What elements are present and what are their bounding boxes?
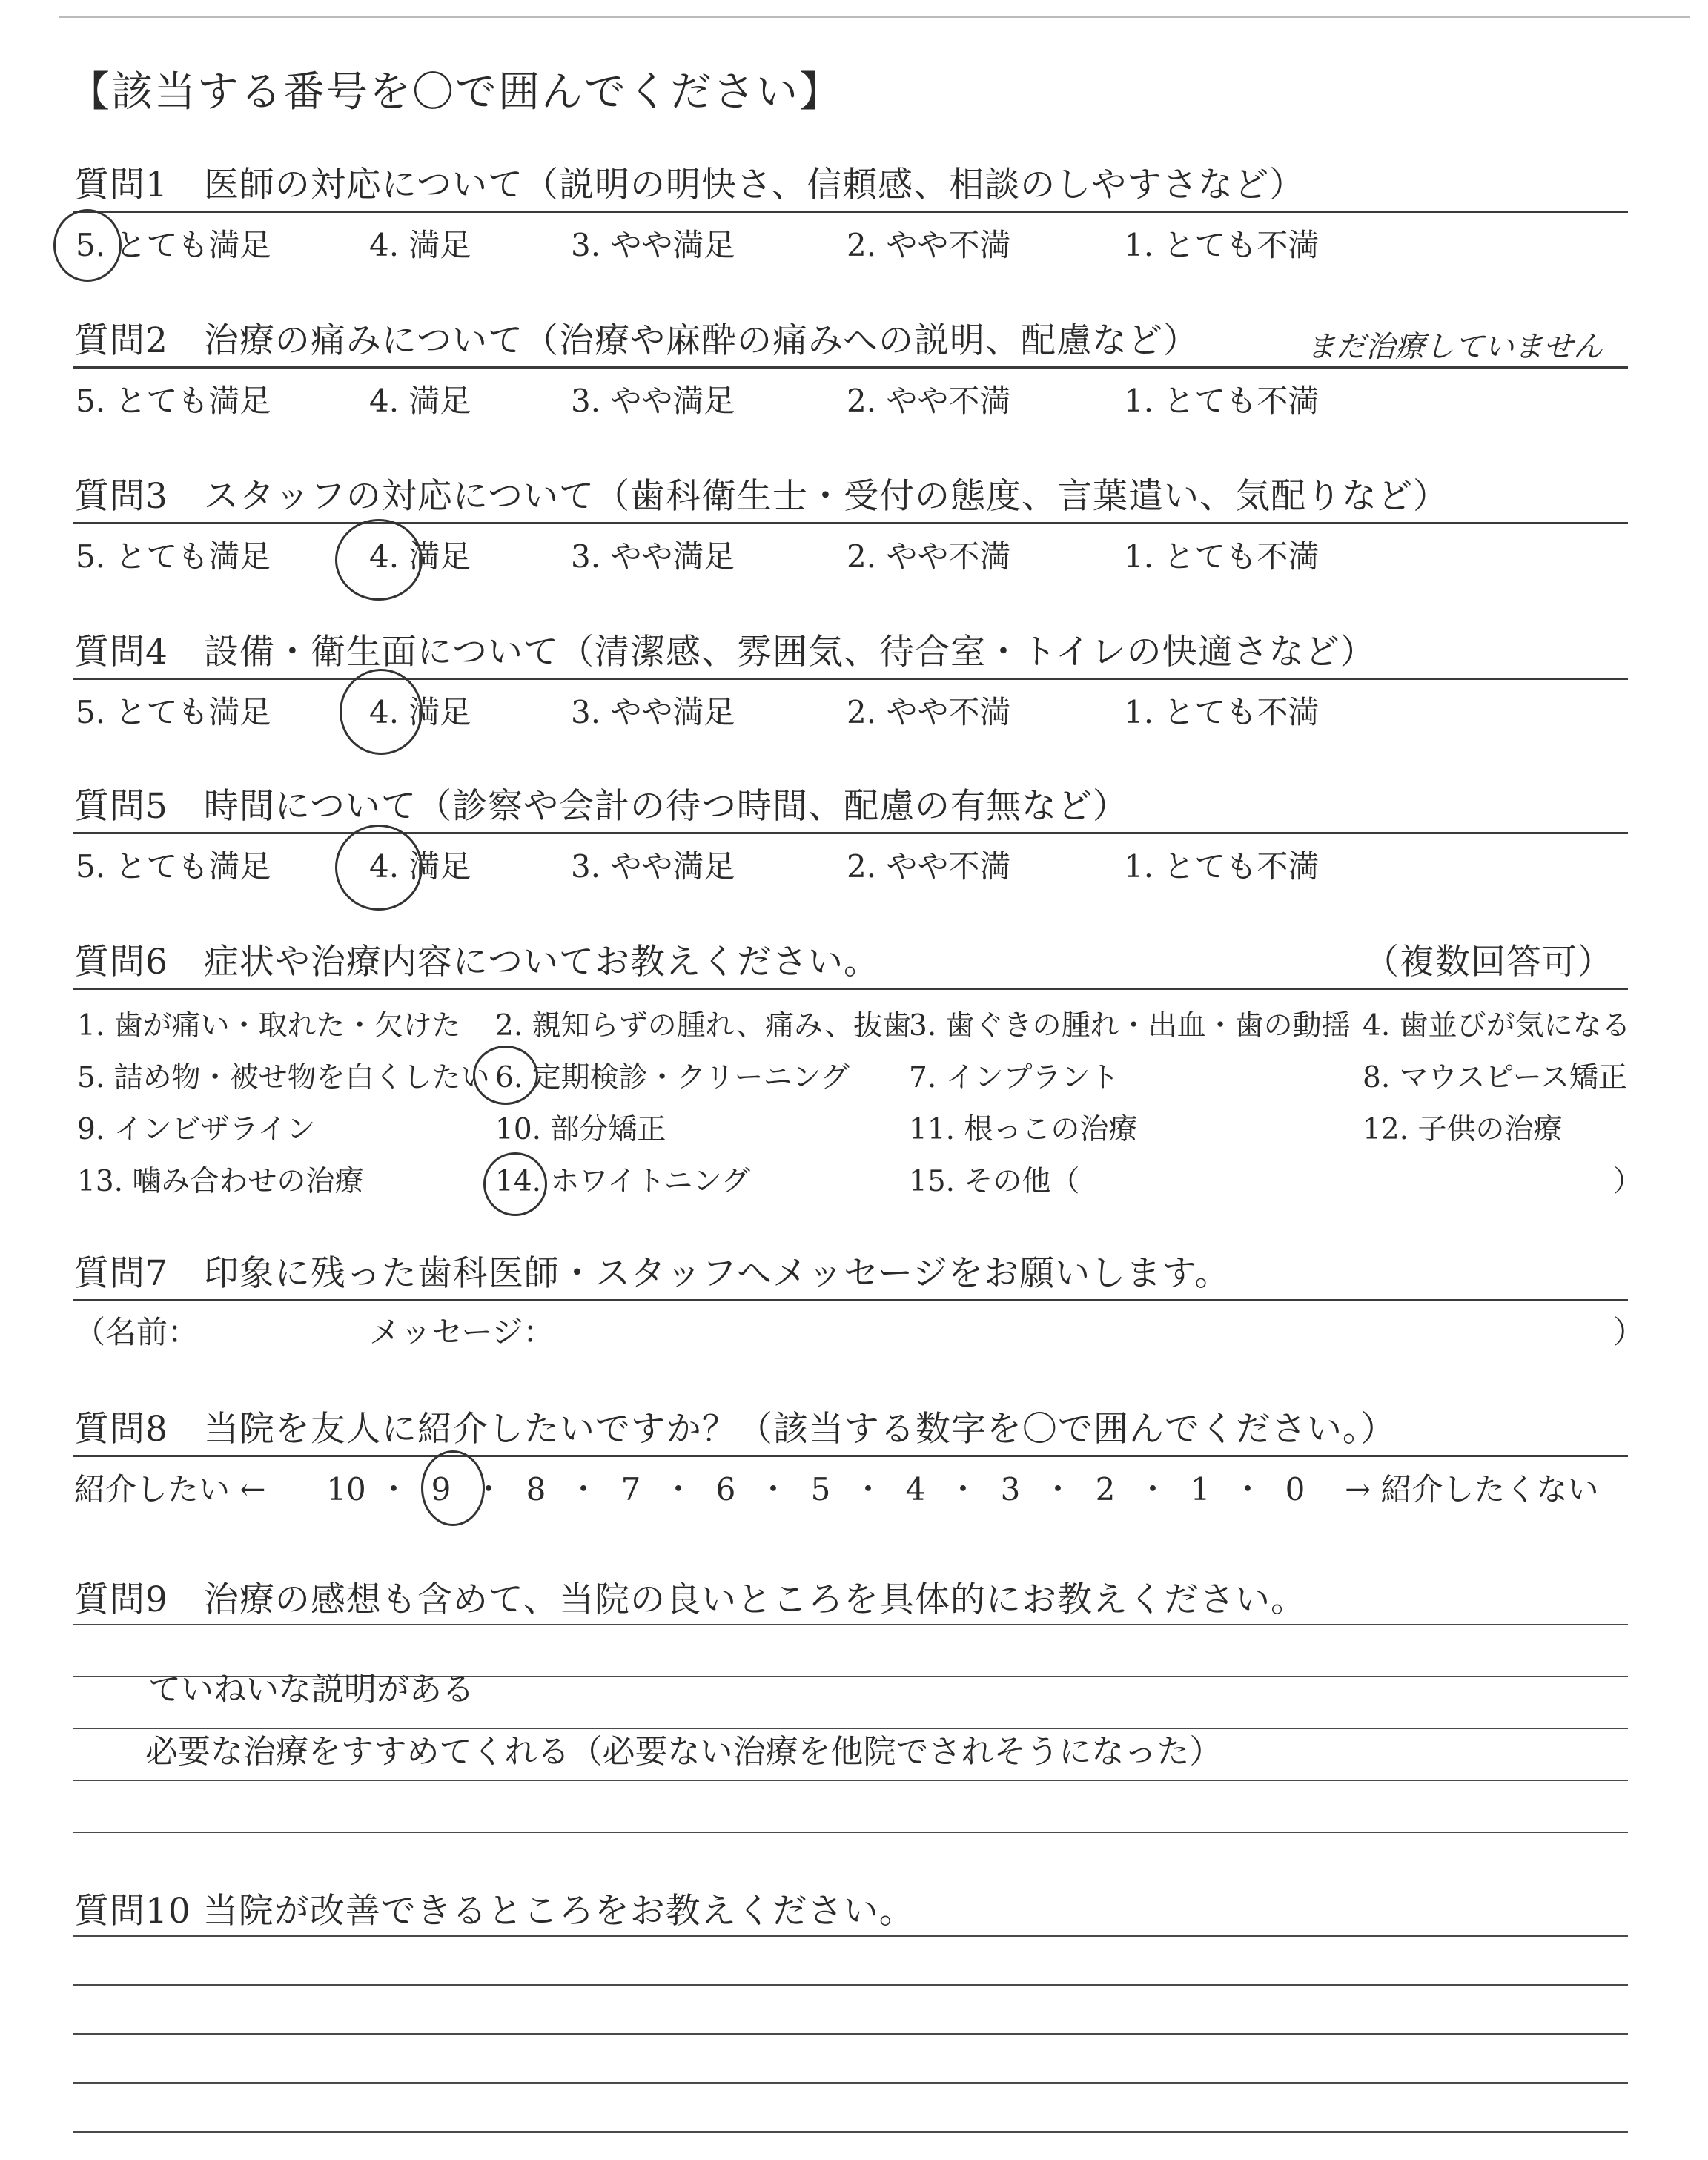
q6-item-8[interactable]: 8. マウスピース矯正 xyxy=(1363,1061,1627,1094)
question-6-title: 質問6 症状や治療内容についてお教えください。 xyxy=(74,942,879,982)
q6-item-2[interactable]: 2. 親知らずの腫れ、痛み、抜歯 xyxy=(495,1009,912,1043)
q6-item-10[interactable]: 10. 部分矯正 xyxy=(495,1113,666,1146)
question-3-rule xyxy=(73,522,1628,524)
q3-option-4[interactable]: 4. 満足 xyxy=(369,538,471,575)
q8-number-9[interactable]: 9 xyxy=(431,1471,451,1507)
q8-separator-dot: ・ xyxy=(472,1471,504,1507)
q8-right-label: → 紹介したくない xyxy=(1345,1471,1599,1507)
q8-number-5[interactable]: 5 xyxy=(810,1471,831,1507)
q6-multi-answer-note: （複数回答可） xyxy=(1364,942,1613,982)
q5-option-3[interactable]: 3. やや満足 xyxy=(571,848,735,885)
question-4-rule xyxy=(73,678,1628,680)
question-7-rule xyxy=(73,1299,1628,1301)
q5-option-1[interactable]: 1. とても不満 xyxy=(1124,848,1320,885)
q6-item-13[interactable]: 13. 噛み合わせの治療 xyxy=(77,1165,364,1198)
q3-option-1[interactable]: 1. とても不満 xyxy=(1124,538,1320,575)
q10-answer-line-3 xyxy=(73,2033,1628,2035)
q8-number-4[interactable]: 4 xyxy=(905,1471,926,1507)
q1-option-3[interactable]: 3. やや満足 xyxy=(571,227,735,263)
q5-option-5[interactable]: 5. とても満足 xyxy=(76,848,271,885)
q5-option-4[interactable]: 4. 満足 xyxy=(369,848,471,885)
q2-option-2[interactable]: 2. やや不満 xyxy=(847,383,1011,419)
q2-option-1[interactable]: 1. とても不満 xyxy=(1124,383,1320,419)
q8-separator-dot: ・ xyxy=(852,1471,884,1507)
question-5-title: 質問5 時間について（診察や会計の待つ時間、配慮の有無など） xyxy=(74,786,1128,827)
q8-number-3[interactable]: 3 xyxy=(1000,1471,1021,1507)
question-1-title: 質問1 医師の対応について（説明の明快さ、信頼感、相談のしやすさなど） xyxy=(74,165,1305,205)
q1-option-2[interactable]: 2. やや不満 xyxy=(847,227,1011,263)
q9-handwritten-answer-1: ていねいな説明がある xyxy=(148,1671,474,1708)
page-top-edge xyxy=(59,16,1690,18)
q6-item-12[interactable]: 12. 子供の治療 xyxy=(1363,1113,1563,1146)
q4-selection-circle xyxy=(340,669,423,755)
q4-option-5[interactable]: 5. とても満足 xyxy=(76,694,271,730)
q6-item-4[interactable]: 4. 歯並びが気になる xyxy=(1363,1009,1631,1043)
q6-other-close: ） xyxy=(1613,1165,1643,1198)
q8-number-2[interactable]: 2 xyxy=(1095,1471,1116,1507)
q10-answer-line-5 xyxy=(73,2131,1628,2133)
q9-handwritten-answer-2: 必要な治療をすすめてくれる（必要ない治療を他院でされそうになった） xyxy=(145,1733,1222,1771)
question-7-title: 質問7 印象に残った歯科医師・スタッフへメッセージをお願いします。 xyxy=(74,1253,1231,1294)
q5-selection-circle xyxy=(335,825,423,911)
q8-separator-dot: ・ xyxy=(1042,1471,1073,1507)
q6-item-6[interactable]: 6. 定期検診・クリーニング xyxy=(495,1061,850,1094)
q6-item-5[interactable]: 5. 詰め物・被せ物を白くしたい xyxy=(77,1061,490,1094)
q8-left-label: 紹介したい ← xyxy=(74,1471,266,1507)
question-3-title: 質問3 スタッフの対応について（歯科衛生士・受付の態度、言葉遣い、気配りなど） xyxy=(74,476,1449,517)
q4-option-3[interactable]: 3. やや満足 xyxy=(571,694,735,730)
q2-option-4[interactable]: 4. 満足 xyxy=(369,383,471,419)
q6-item-11[interactable]: 11. 根っこの治療 xyxy=(909,1113,1138,1146)
q8-selection-circle xyxy=(421,1450,485,1526)
question-2-title: 質問2 治療の痛みについて（治療や麻酔の痛みへの説明、配慮など） xyxy=(74,320,1199,361)
q9-answer-line-5 xyxy=(73,1832,1628,1833)
q8-number-0[interactable]: 0 xyxy=(1285,1471,1305,1507)
q8-separator-dot: ・ xyxy=(377,1471,409,1507)
question-6-rule xyxy=(73,988,1628,990)
q8-number-1[interactable]: 1 xyxy=(1190,1471,1211,1507)
q3-option-2[interactable]: 2. やや不満 xyxy=(847,538,1011,575)
question-1-rule xyxy=(73,211,1628,213)
q9-answer-line-4 xyxy=(73,1780,1628,1781)
q4-option-1[interactable]: 1. とても不満 xyxy=(1124,694,1320,730)
q10-answer-line-4 xyxy=(73,2082,1628,2084)
question-2-rule xyxy=(73,366,1628,369)
q9-answer-line-1 xyxy=(73,1624,1628,1625)
q7-close-paren: ） xyxy=(1613,1314,1645,1350)
q6-item-6-selection-circle xyxy=(473,1046,538,1105)
q6-item-3[interactable]: 3. 歯ぐきの腫れ・出血・歯の動揺 xyxy=(909,1009,1351,1043)
q6-item-15[interactable]: 15. その他（ xyxy=(909,1165,1080,1198)
q7-message-label: メッセージ： xyxy=(369,1314,555,1350)
q6-item-14-selection-circle xyxy=(483,1152,547,1216)
q2-handwritten-note: まだ治療していません xyxy=(1306,330,1603,364)
q8-separator-dot: ・ xyxy=(567,1471,599,1507)
q4-option-4[interactable]: 4. 満足 xyxy=(369,694,471,730)
question-10-title: 質問10 当院が改善できるところをお教えください。 xyxy=(74,1891,915,1932)
q3-selection-circle xyxy=(335,519,423,601)
q8-separator-dot: ・ xyxy=(757,1471,789,1507)
q6-item-7[interactable]: 7. インプラント xyxy=(909,1061,1119,1094)
q2-option-5[interactable]: 5. とても満足 xyxy=(76,383,271,419)
q3-option-3[interactable]: 3. やや満足 xyxy=(571,538,735,575)
q1-option-5[interactable]: 5. とても満足 xyxy=(76,227,271,263)
q6-item-9[interactable]: 9. インビザライン xyxy=(77,1113,316,1146)
q8-separator-dot: ・ xyxy=(1136,1471,1168,1507)
question-9-title: 質問9 治療の感想も含めて、当院の良いところを具体的にお教えください。 xyxy=(74,1579,1306,1620)
q8-number-8[interactable]: 8 xyxy=(526,1471,546,1507)
q8-separator-dot: ・ xyxy=(662,1471,694,1507)
question-4-title: 質問4 設備・衛生面について（清潔感、雰囲気、待合室・トイレの快適さなど） xyxy=(74,632,1376,673)
q1-option-1[interactable]: 1. とても不満 xyxy=(1124,227,1320,263)
question-8-rule xyxy=(73,1455,1628,1457)
q8-number-10[interactable]: 10 xyxy=(326,1471,366,1507)
q8-separator-dot: ・ xyxy=(947,1471,979,1507)
q6-item-14[interactable]: 14. ホワイトニング xyxy=(495,1165,750,1198)
q10-answer-line-2 xyxy=(73,1984,1628,1986)
q8-separator-dot: ・ xyxy=(1231,1471,1263,1507)
q4-option-2[interactable]: 2. やや不満 xyxy=(847,694,1011,730)
q2-option-3[interactable]: 3. やや満足 xyxy=(571,383,735,419)
q8-number-6[interactable]: 6 xyxy=(715,1471,736,1507)
q6-item-1[interactable]: 1. 歯が痛い・取れた・欠けた xyxy=(77,1009,461,1043)
q5-option-2[interactable]: 2. やや不満 xyxy=(847,848,1011,885)
question-5-rule xyxy=(73,832,1628,834)
instructions-header: 【該当する番号を〇で囲んでください】 xyxy=(68,68,842,116)
q1-option-4[interactable]: 4. 満足 xyxy=(369,227,471,263)
q8-number-7[interactable]: 7 xyxy=(620,1471,641,1507)
q3-option-5[interactable]: 5. とても満足 xyxy=(76,538,271,575)
q7-name-label: （名前： xyxy=(74,1314,199,1350)
question-8-title: 質問8 当院を友人に紹介したいですか？（該当する数字を〇で囲んでください。） xyxy=(74,1409,1397,1450)
q1-selection-circle xyxy=(53,209,122,282)
q10-answer-line-1 xyxy=(73,1935,1628,1937)
